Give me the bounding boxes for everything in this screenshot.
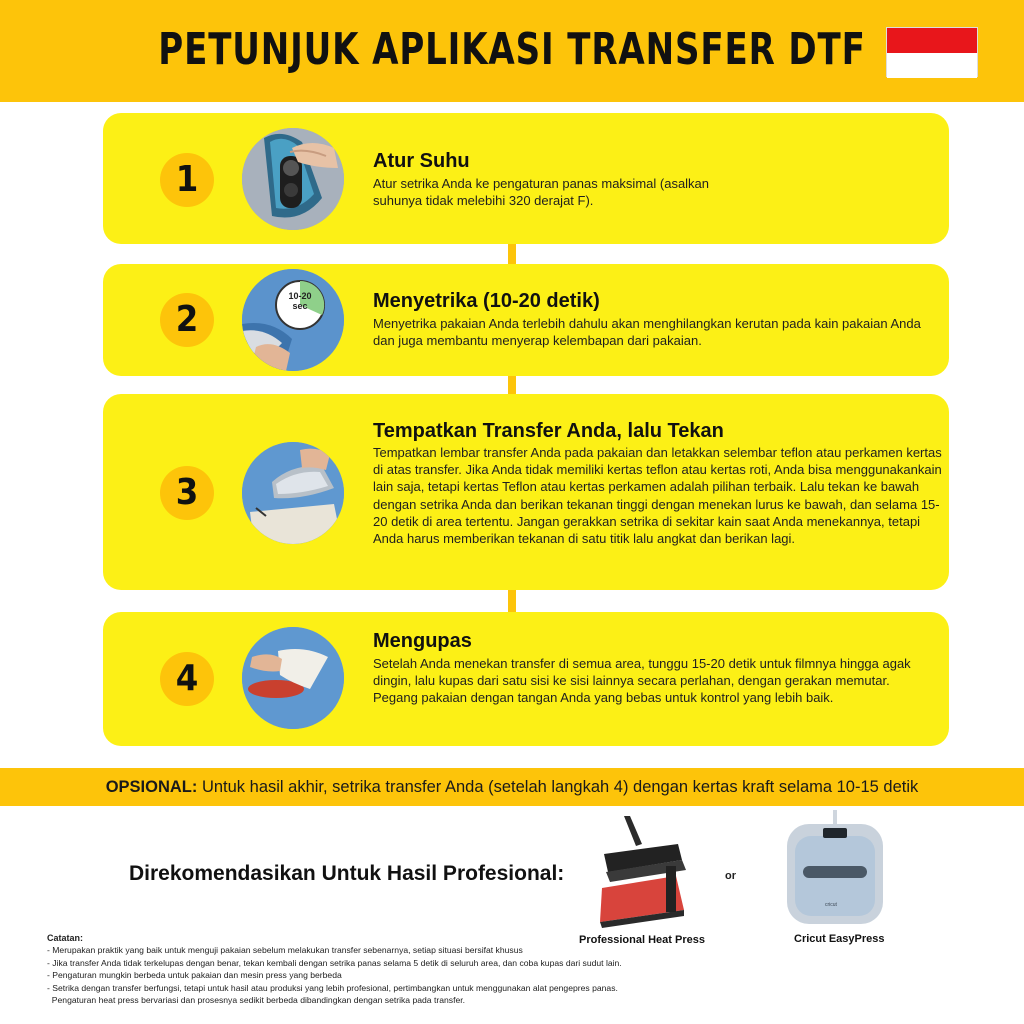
- notes-heading: Catatan:: [47, 933, 84, 943]
- step-connector: [508, 590, 516, 612]
- recommendation-title: Direkomendasikan Untuk Hasil Profesional:: [129, 862, 565, 885]
- step-card-2: [103, 264, 949, 376]
- press-transfer-photo: [242, 442, 344, 544]
- step-card-1: [103, 113, 949, 244]
- heat-press-icon: [596, 814, 688, 932]
- flag-red-stripe: [887, 28, 977, 53]
- easypress-brand: cricut: [825, 902, 837, 908]
- easypress-icon: [783, 810, 887, 928]
- flag-white-stripe: [887, 53, 977, 78]
- step-description: Setelah Anda menekan transfer di semua area, tunggu 15-20 detik untuk filmnya hingga agak dingin, lalu kupas dari satu sisi ke sisi lainnya secara perlahan, dengan gerakan memutar. Pegang pakaian dengan tangan Anda yang bebas untuk kontrol yang lebih baik.: [373, 656, 911, 706]
- optional-text: Untuk hasil akhir, setrika transfer Anda (setelah langkah 4) dengan kertas kraft selama 10-15 detik: [197, 778, 919, 796]
- iron-dial-photo: [242, 128, 344, 230]
- step-title: Atur Suhu: [373, 150, 470, 172]
- optional-label: OPSIONAL:: [105, 778, 198, 796]
- product-label-heat-press: Professional Heat Press: [579, 934, 705, 946]
- note-item: - Pengaturan mungkin berbeda untuk pakaian dan mesin press yang berbeda: [47, 970, 342, 981]
- note-item: - Jika transfer Anda tidak terkelupas dengan benar, tekan kembali dengan setrika panas selama 5 detik di seluruh area, dan coba kupas dari sudut lain.: [47, 957, 622, 968]
- or-separator: or: [725, 870, 736, 882]
- header-banner: [0, 0, 1024, 102]
- note-item: Pengaturan heat press bervariasi dan prosesnya sedikit berbeda dibandingkan dengan setrika pada transfer.: [47, 995, 466, 1006]
- notes-section: [47, 932, 807, 1006]
- step-card-4: [103, 612, 949, 746]
- step-description: Menyetrika pakaian Anda terlebih dahulu akan menghilangkan kerutan pada kain pakaian Anda dan juga membantu menyerap kelembapan dari pakaian.: [373, 316, 921, 349]
- page-title: PETUNJUK APLIKASI TRANSFER DTF: [158, 24, 866, 75]
- step-number-badge: 1: [160, 153, 214, 207]
- indonesia-flag-icon: [886, 27, 978, 77]
- press-transfer-illustration: [242, 442, 344, 544]
- step-number-badge: 2: [160, 293, 214, 347]
- optional-banner: [0, 768, 1024, 806]
- step-connector: [508, 244, 516, 264]
- peeling-illustration: [242, 627, 344, 729]
- step-description: Tempatkan lembar transfer Anda pada pakaian dan letakkan selembar teflon atau perkamen kertas di atas transfer. Jika Anda tidak memiliki kertas teflon atau kertas roti, Anda bisa menggunakankain lain saja, tetapi kertas Teflon atau kertas perkamen adalah pilihan terbaik. Lalu tekan ke bawah dengan setrika Anda dan berikan tekanan tinggi dengan menekan lurus ke bawah, dan selama 15-20 detik di area tertentu. Jangan gerakkan setrika di sekitar kain saat Anda menekannya, tetapi Anda harus memberikan tekanan di satu titik lalu angkat dan berikan lagi.: [373, 445, 942, 547]
- step-description: Atur setrika Anda ke pengaturan panas maksimal (asalkan suhunya tidak melebihi 320 derajat F).: [373, 176, 710, 209]
- ironing-timer-photo: [242, 269, 344, 371]
- step-card-3: [103, 394, 949, 590]
- step-title: Menyetrika (10-20 detik): [373, 290, 600, 312]
- step-title: Mengupas: [373, 630, 472, 652]
- step-number-badge: 4: [160, 652, 214, 706]
- step-number-badge: 3: [160, 466, 214, 520]
- iron-dial-illustration: [242, 128, 344, 230]
- peeling-photo: [242, 627, 344, 729]
- step-connector: [508, 376, 516, 394]
- ironing-timer-illustration: [242, 269, 344, 371]
- product-label-easypress: Cricut EasyPress: [794, 933, 885, 945]
- note-item: - Merupakan praktik yang baik untuk menguji pakaian sebelum melakukan transfer sebenarnya, setiap situasi bersifat khusus: [47, 945, 523, 956]
- step-title: Tempatkan Transfer Anda, lalu Tekan: [373, 420, 724, 442]
- note-item: - Setrika dengan transfer berfungsi, tetapi untuk hasil atau produksi yang lebih profesional, pertimbangkan untuk menggunakan alat pengepres panas.: [47, 982, 618, 993]
- timer-label: 10-20 sec: [288, 291, 312, 311]
